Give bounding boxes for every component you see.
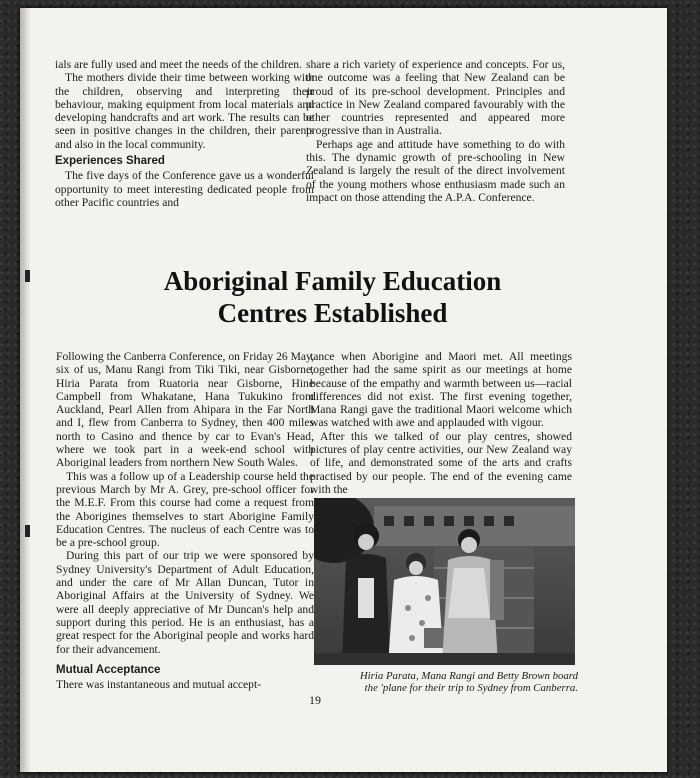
top-right-column bbox=[306, 58, 565, 204]
paragraph: share a rich variety of experience and concepts. For us, one outcome was a feeling that New Zealand can be proud of its pre-school development. Principles and practice in New Zealand compared favourably with the other countries represented and appeared more progressive than in Australia. bbox=[306, 58, 565, 138]
paragraph: The five days of the Conference gave us a wonderful opportunity to meet interesting dedicated people from other Pacific countries and bbox=[55, 169, 314, 209]
paragraph: There was instantaneous and mutual accept- bbox=[56, 678, 262, 692]
page-number: 19 bbox=[309, 693, 321, 707]
bottom-left-column bbox=[56, 350, 314, 691]
bottom-right-column bbox=[310, 350, 572, 496]
scan-edge-mark bbox=[25, 525, 30, 537]
top-left-column bbox=[55, 58, 314, 209]
caption-line: Hiria Parata, Mana Rangi and Betty Brown board bbox=[359, 670, 578, 682]
paragraph: After this we talked of our play centres, showed pictures of play centre activities, our New Zealand way of life, and demonstrated some of the arts and crafts practised by our people. The end of the evening came with the bbox=[310, 429, 572, 496]
article-title: Aboriginal Family Education bbox=[163, 266, 502, 296]
scan-edge-mark bbox=[25, 270, 30, 282]
paragraph: During this part of our trip we were sponsored by Sydney University's Department of Adult Education, and under the care of Mr Allan Duncan, Tutor in Aboriginal Affairs at the University of Sydney. We were all deeply appreciative of Mr Duncan's help and support during this period. He is an enthusiast, has a great respect for the Aboriginal people and works hard for their advancement. bbox=[56, 549, 314, 656]
caption-line: the 'plane for their trip to Sydney from Canberra. bbox=[364, 682, 578, 694]
paragraph: The mothers divide their time between working with the children, observing and interpreting their behaviour, making equipment from local materials and developing handcrafts and art work. The results can be seen in positive changes in the children, their parents and also in the local community. bbox=[55, 71, 314, 151]
photo-image bbox=[314, 498, 575, 665]
paragraph: tance when Aborigine and Maori met. All meetings together had the same spirit as our meetings at home because of the empathy and warmth between us—racial differences did not exist. The first evening together, Mana Rangi gave the traditional Maori welcome which was watched with awe and applauded with vigour. bbox=[310, 350, 572, 430]
section-heading: Mutual Acceptance bbox=[56, 663, 161, 676]
paragraph: Following the Canberra Conference, on Friday 26 May, six of us, Manu Rangi from Tiki Tiki, near Gisborne, Hiria Parata from Ruatoria near Gisborne, Hine Campbell from Whakatane, Hana Tukukino from Auckland, Pearl Allen from Ahipara in the Far North and I, flew from Canberra to Sydney, then 400 miles north to Casino and thence by car to Evan's Head, where we took part in a week-end school with Aboriginal leaders from northern New South Wales. bbox=[56, 350, 314, 470]
photograph bbox=[314, 498, 575, 665]
paragraph: Perhaps age and attitude have something to do with this. The dynamic growth of pre-schooling in New Zealand is largely the result of the direct involvement of the young mothers whose enthusiasm made such an impact on those attending the A.P.A. Conference. bbox=[306, 137, 565, 204]
section-heading: Experiences Shared bbox=[55, 155, 165, 168]
photo-caption bbox=[310, 670, 578, 694]
paragraph: ials are fully used and meet the needs of the children. bbox=[55, 58, 302, 71]
paragraph: This was a follow up of a Leadership course held the previous March by Mr A. Grey, pre-school officer for the M.E.F. From this course had come a request from the Aborigines themselves to start Aborigine Family Education Centres. The nucleus of each Centre was to be a pre-school group. bbox=[56, 469, 314, 550]
article-title: Centres Established bbox=[217, 298, 448, 328]
page-gutter bbox=[20, 8, 30, 772]
